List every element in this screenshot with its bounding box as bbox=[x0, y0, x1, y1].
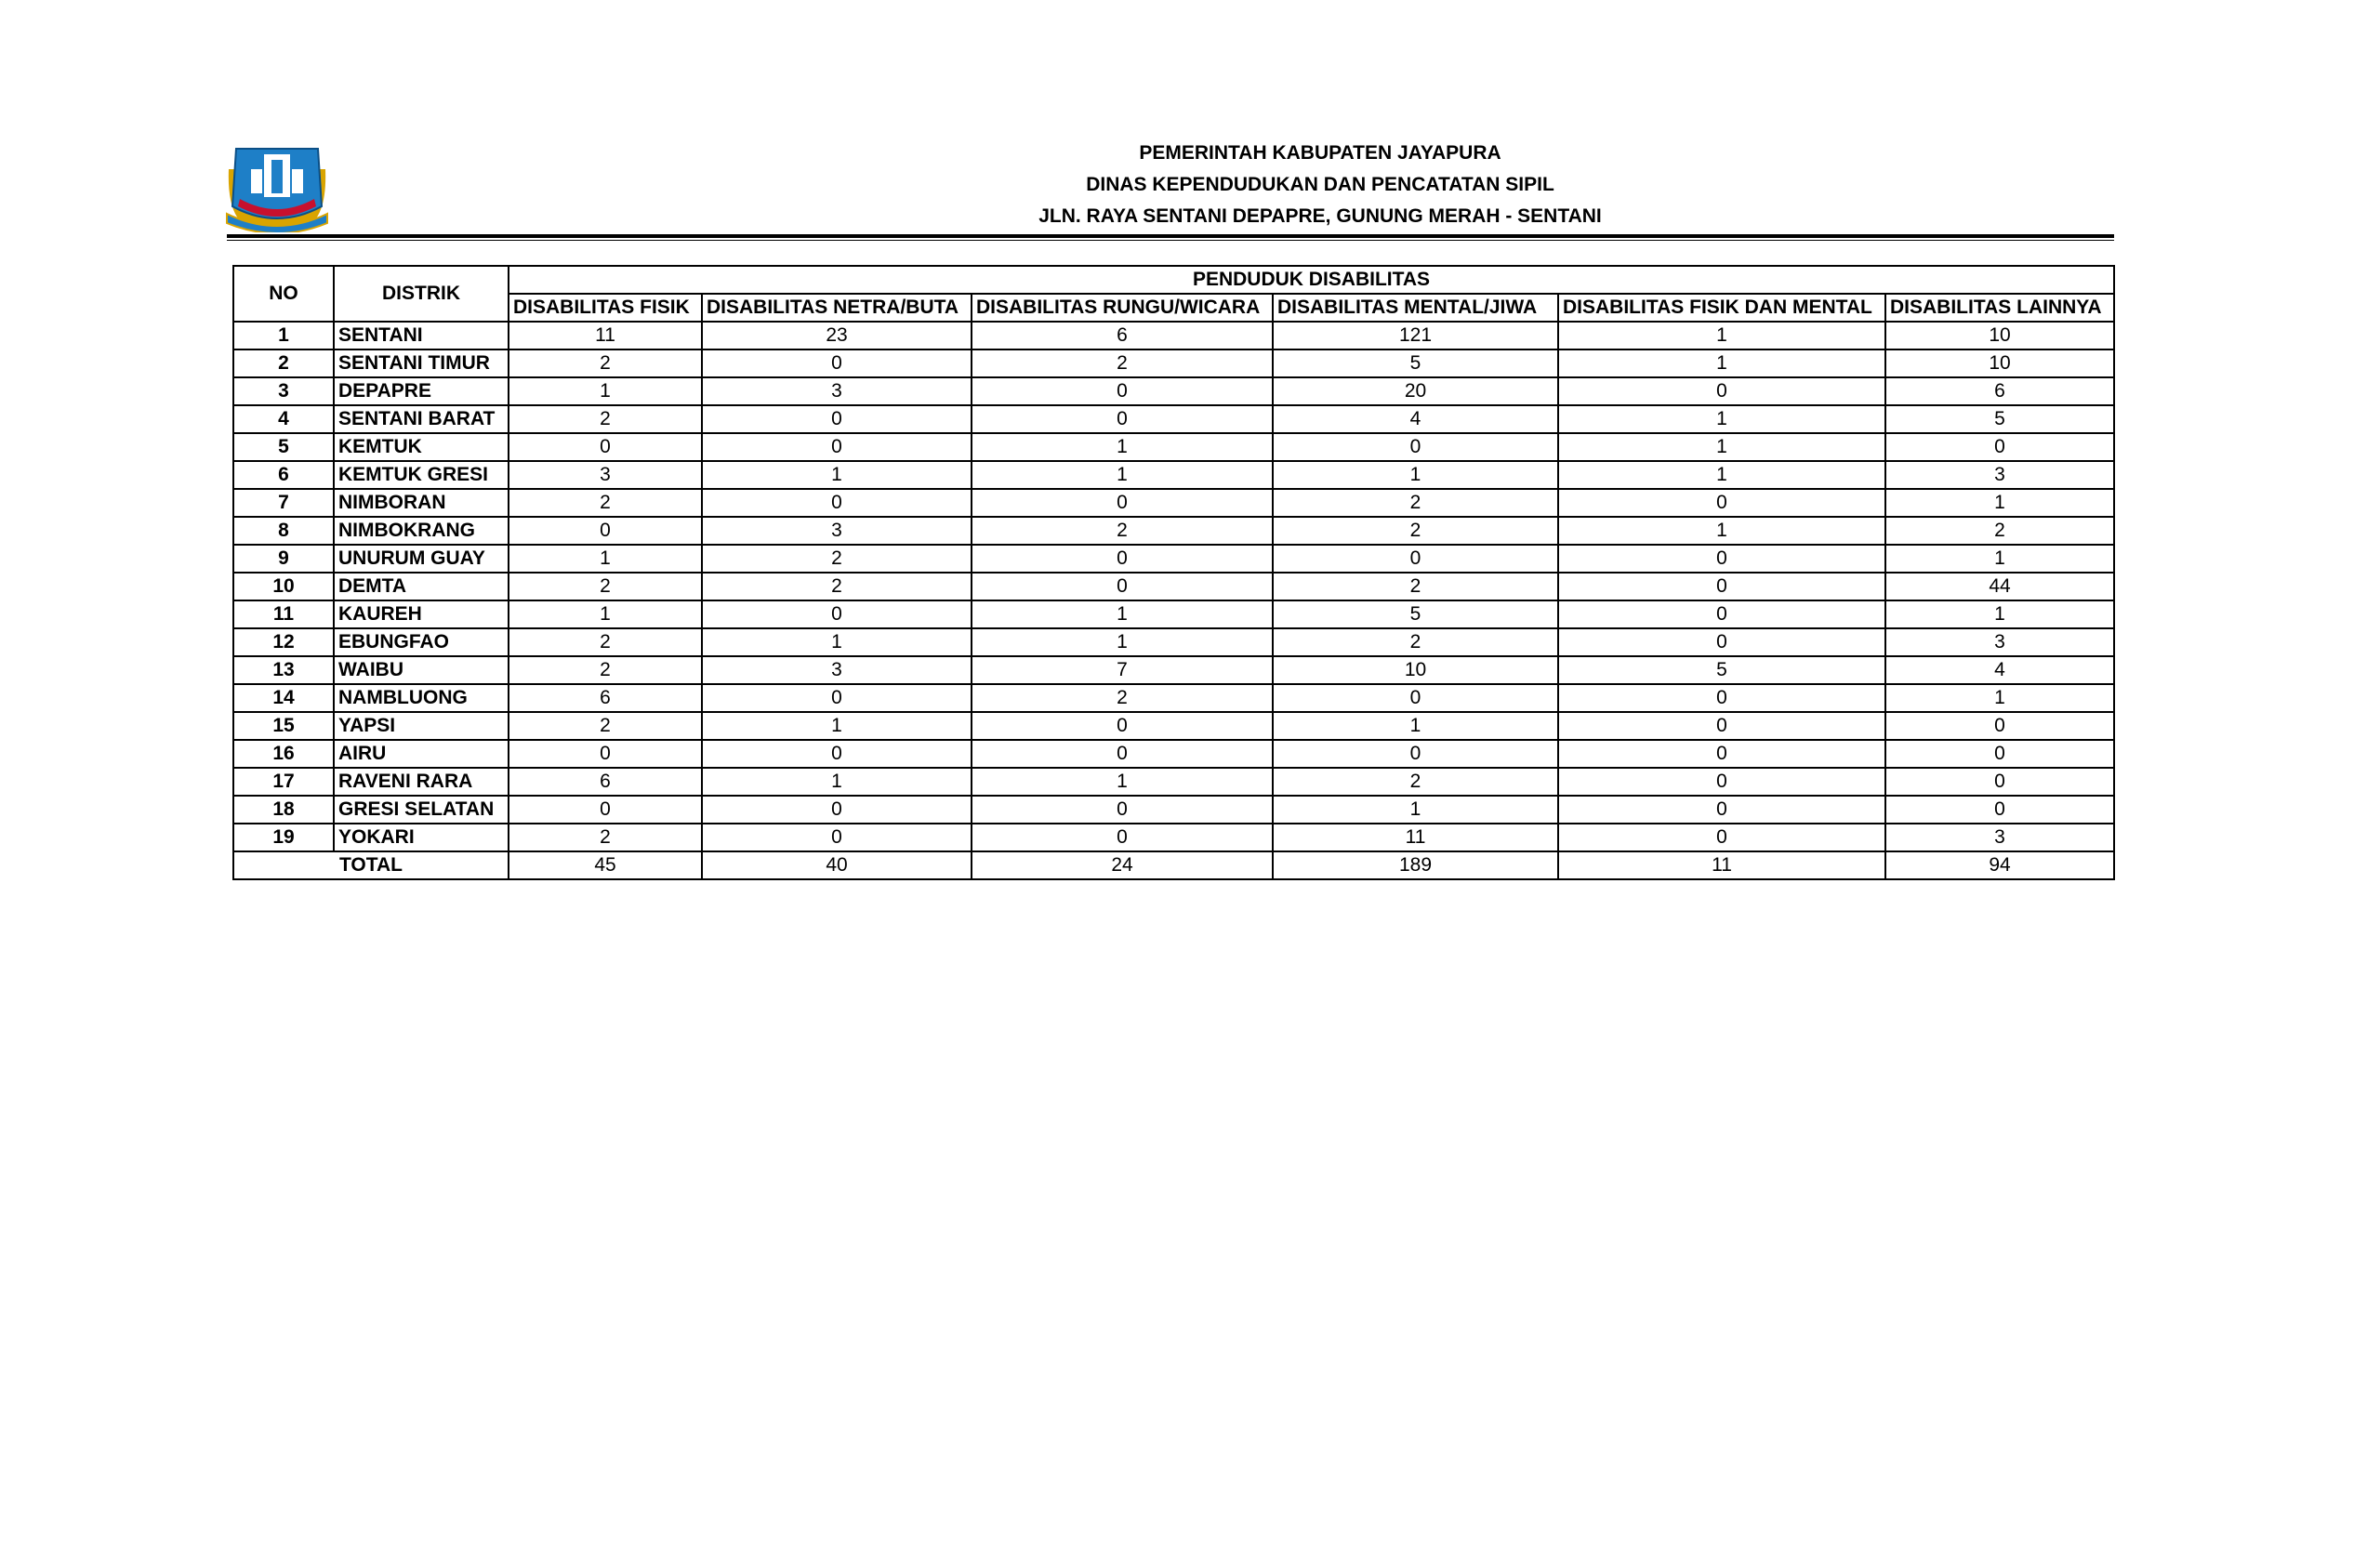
row-value: 0 bbox=[1558, 768, 1885, 796]
row-distrik: KAUREH bbox=[334, 600, 509, 628]
row-value: 0 bbox=[1558, 712, 1885, 740]
row-value: 1 bbox=[1885, 489, 2114, 517]
row-value: 11 bbox=[509, 322, 702, 349]
row-value: 3 bbox=[1885, 628, 2114, 656]
row-value: 1 bbox=[1273, 461, 1558, 489]
row-distrik: YAPSI bbox=[334, 712, 509, 740]
row-value: 3 bbox=[702, 377, 972, 405]
row-value: 3 bbox=[1885, 461, 2114, 489]
row-no: 11 bbox=[233, 600, 334, 628]
table-row bbox=[233, 405, 2114, 433]
row-no: 2 bbox=[233, 349, 334, 377]
total-value: 11 bbox=[1558, 851, 1885, 879]
row-value: 1 bbox=[972, 768, 1273, 796]
letterhead-divider-thin bbox=[227, 240, 2114, 241]
jayapura-regency-emblem-icon bbox=[219, 141, 335, 232]
row-no: 17 bbox=[233, 768, 334, 796]
total-value: 94 bbox=[1885, 851, 2114, 879]
row-no: 3 bbox=[233, 377, 334, 405]
row-value: 0 bbox=[1885, 433, 2114, 461]
table-row bbox=[233, 712, 2114, 740]
total-value: 45 bbox=[509, 851, 702, 879]
row-value: 0 bbox=[972, 489, 1273, 517]
row-value: 2 bbox=[509, 712, 702, 740]
row-value: 1 bbox=[1558, 461, 1885, 489]
table-row bbox=[233, 628, 2114, 656]
header-distrik: DISTRIK bbox=[334, 266, 509, 322]
row-value: 0 bbox=[509, 740, 702, 768]
row-distrik: NIMBOKRANG bbox=[334, 517, 509, 545]
table-row bbox=[233, 377, 2114, 405]
row-value: 11 bbox=[1273, 824, 1558, 851]
row-value: 1 bbox=[1885, 545, 2114, 573]
row-distrik: UNURUM GUAY bbox=[334, 545, 509, 573]
row-value: 1 bbox=[1558, 349, 1885, 377]
row-value: 2 bbox=[1273, 489, 1558, 517]
row-value: 2 bbox=[702, 545, 972, 573]
letterhead-line-3: JLN. RAYA SENTANI DEPAPRE, GUNUNG MERAH - SENTANI bbox=[1038, 205, 1602, 227]
row-value: 0 bbox=[702, 433, 972, 461]
row-value: 44 bbox=[1885, 573, 2114, 600]
row-value: 2 bbox=[1885, 517, 2114, 545]
row-value: 0 bbox=[1885, 740, 2114, 768]
row-value: 0 bbox=[1558, 377, 1885, 405]
table-row bbox=[233, 573, 2114, 600]
table-row bbox=[233, 768, 2114, 796]
row-value: 5 bbox=[1558, 656, 1885, 684]
row-value: 1 bbox=[1273, 796, 1558, 824]
row-value: 10 bbox=[1273, 656, 1558, 684]
row-value: 0 bbox=[1273, 545, 1558, 573]
row-value: 2 bbox=[509, 824, 702, 851]
row-distrik: DEPAPRE bbox=[334, 377, 509, 405]
row-value: 3 bbox=[702, 517, 972, 545]
total-value: 40 bbox=[702, 851, 972, 879]
row-no: 8 bbox=[233, 517, 334, 545]
row-value: 4 bbox=[1885, 656, 2114, 684]
row-value: 0 bbox=[1885, 768, 2114, 796]
row-distrik: GRESI SELATAN bbox=[334, 796, 509, 824]
row-no: 13 bbox=[233, 656, 334, 684]
logo bbox=[219, 141, 335, 232]
row-value: 2 bbox=[972, 349, 1273, 377]
row-value: 1 bbox=[702, 712, 972, 740]
row-value: 0 bbox=[1558, 824, 1885, 851]
total-value: 189 bbox=[1273, 851, 1558, 879]
row-value: 0 bbox=[972, 796, 1273, 824]
row-distrik: EBUNGFAO bbox=[334, 628, 509, 656]
row-value: 1 bbox=[972, 628, 1273, 656]
letterhead-divider bbox=[227, 234, 2114, 238]
row-value: 7 bbox=[972, 656, 1273, 684]
row-value: 0 bbox=[972, 740, 1273, 768]
row-no: 5 bbox=[233, 433, 334, 461]
row-value: 0 bbox=[509, 517, 702, 545]
letterhead-line-1: PEMERINTAH KABUPATEN JAYAPURA bbox=[1139, 142, 1501, 164]
row-value: 2 bbox=[1273, 628, 1558, 656]
row-value: 2 bbox=[509, 489, 702, 517]
row-value: 1 bbox=[972, 461, 1273, 489]
row-value: 1 bbox=[1885, 684, 2114, 712]
row-value: 1 bbox=[702, 768, 972, 796]
row-no: 18 bbox=[233, 796, 334, 824]
row-value: 2 bbox=[972, 517, 1273, 545]
row-value: 0 bbox=[1558, 489, 1885, 517]
row-value: 1 bbox=[1558, 322, 1885, 349]
row-value: 0 bbox=[1885, 796, 2114, 824]
disability-population-table bbox=[232, 265, 2115, 880]
row-value: 0 bbox=[702, 405, 972, 433]
row-no: 10 bbox=[233, 573, 334, 600]
row-no: 16 bbox=[233, 740, 334, 768]
row-distrik: NAMBLUONG bbox=[334, 684, 509, 712]
row-value: 23 bbox=[702, 322, 972, 349]
row-distrik: DEMTA bbox=[334, 573, 509, 600]
total-row bbox=[233, 851, 2114, 879]
header-col-fisik: DISABILITAS FISIK bbox=[509, 294, 702, 322]
row-distrik: SENTANI TIMUR bbox=[334, 349, 509, 377]
table-body bbox=[233, 322, 2114, 851]
row-value: 1 bbox=[1885, 600, 2114, 628]
row-distrik: RAVENI RARA bbox=[334, 768, 509, 796]
row-value: 0 bbox=[1885, 712, 2114, 740]
row-no: 6 bbox=[233, 461, 334, 489]
row-no: 9 bbox=[233, 545, 334, 573]
header-group: PENDUDUK DISABILITAS bbox=[509, 266, 2114, 294]
table-row bbox=[233, 684, 2114, 712]
header-row bbox=[233, 266, 2114, 294]
row-value: 0 bbox=[1558, 545, 1885, 573]
row-value: 2 bbox=[1273, 768, 1558, 796]
row-value: 1 bbox=[509, 545, 702, 573]
row-value: 0 bbox=[1558, 796, 1885, 824]
row-value: 10 bbox=[1885, 349, 2114, 377]
table-row bbox=[233, 600, 2114, 628]
row-value: 6 bbox=[509, 768, 702, 796]
row-value: 0 bbox=[1273, 433, 1558, 461]
row-value: 1 bbox=[509, 377, 702, 405]
table-row bbox=[233, 517, 2114, 545]
row-no: 15 bbox=[233, 712, 334, 740]
row-value: 2 bbox=[509, 405, 702, 433]
row-distrik: SENTANI bbox=[334, 322, 509, 349]
row-value: 0 bbox=[702, 684, 972, 712]
row-value: 2 bbox=[1273, 517, 1558, 545]
row-no: 14 bbox=[233, 684, 334, 712]
row-distrik: KEMTUK bbox=[334, 433, 509, 461]
row-value: 1 bbox=[1558, 517, 1885, 545]
row-value: 0 bbox=[702, 796, 972, 824]
table-row bbox=[233, 740, 2114, 768]
row-value: 5 bbox=[1273, 600, 1558, 628]
row-value: 1 bbox=[1558, 405, 1885, 433]
row-value: 0 bbox=[1558, 684, 1885, 712]
row-value: 0 bbox=[509, 796, 702, 824]
row-value: 2 bbox=[509, 628, 702, 656]
row-value: 0 bbox=[1273, 740, 1558, 768]
row-no: 4 bbox=[233, 405, 334, 433]
header-col-fisik-mental: DISABILITAS FISIK DAN MENTAL bbox=[1558, 294, 1885, 322]
table-row bbox=[233, 489, 2114, 517]
row-value: 1 bbox=[702, 461, 972, 489]
table-row bbox=[233, 656, 2114, 684]
row-distrik: KEMTUK GRESI bbox=[334, 461, 509, 489]
row-distrik: WAIBU bbox=[334, 656, 509, 684]
table-row bbox=[233, 545, 2114, 573]
header-col-rungu: DISABILITAS RUNGU/WICARA bbox=[972, 294, 1273, 322]
row-value: 6 bbox=[509, 684, 702, 712]
table-row bbox=[233, 461, 2114, 489]
row-value: 2 bbox=[509, 573, 702, 600]
row-distrik: NIMBORAN bbox=[334, 489, 509, 517]
header-no: NO bbox=[233, 266, 334, 322]
row-value: 1 bbox=[1558, 433, 1885, 461]
header-col-mental: DISABILITAS MENTAL/JIWA bbox=[1273, 294, 1558, 322]
row-value: 0 bbox=[702, 349, 972, 377]
row-value: 3 bbox=[1885, 824, 2114, 851]
row-value: 20 bbox=[1273, 377, 1558, 405]
row-value: 0 bbox=[972, 405, 1273, 433]
total-label: TOTAL bbox=[233, 851, 509, 879]
table-row bbox=[233, 796, 2114, 824]
row-value: 0 bbox=[972, 824, 1273, 851]
row-value: 0 bbox=[972, 712, 1273, 740]
header-col-netra: DISABILITAS NETRA/BUTA bbox=[702, 294, 972, 322]
header-subrow bbox=[233, 294, 2114, 322]
table-row bbox=[233, 349, 2114, 377]
row-value: 0 bbox=[1558, 740, 1885, 768]
row-value: 0 bbox=[509, 433, 702, 461]
row-value: 5 bbox=[1885, 405, 2114, 433]
row-value: 3 bbox=[702, 656, 972, 684]
row-value: 5 bbox=[1273, 349, 1558, 377]
row-value: 6 bbox=[1885, 377, 2114, 405]
table-row bbox=[233, 433, 2114, 461]
row-value: 1 bbox=[509, 600, 702, 628]
row-value: 0 bbox=[972, 545, 1273, 573]
row-value: 10 bbox=[1885, 322, 2114, 349]
row-value: 1 bbox=[702, 628, 972, 656]
row-value: 3 bbox=[509, 461, 702, 489]
row-value: 1 bbox=[972, 433, 1273, 461]
row-value: 1 bbox=[1273, 712, 1558, 740]
row-no: 7 bbox=[233, 489, 334, 517]
header-col-lainnya: DISABILITAS LAINNYA bbox=[1885, 294, 2114, 322]
row-no: 12 bbox=[233, 628, 334, 656]
row-value: 0 bbox=[1558, 573, 1885, 600]
row-value: 2 bbox=[509, 656, 702, 684]
row-value: 2 bbox=[509, 349, 702, 377]
total-value: 24 bbox=[972, 851, 1273, 879]
row-value: 2 bbox=[702, 573, 972, 600]
row-distrik: YOKARI bbox=[334, 824, 509, 851]
row-value: 6 bbox=[972, 322, 1273, 349]
row-value: 0 bbox=[1273, 684, 1558, 712]
letterhead-line-2: DINAS KEPENDUDUKAN DAN PENCATATAN SIPIL bbox=[1086, 174, 1554, 195]
row-distrik: SENTANI BARAT bbox=[334, 405, 509, 433]
row-value: 2 bbox=[1273, 573, 1558, 600]
row-value: 0 bbox=[702, 600, 972, 628]
row-no: 1 bbox=[233, 322, 334, 349]
row-value: 0 bbox=[702, 489, 972, 517]
row-no: 19 bbox=[233, 824, 334, 851]
table-row bbox=[233, 322, 2114, 349]
table-row bbox=[233, 824, 2114, 851]
row-value: 121 bbox=[1273, 322, 1558, 349]
row-value: 2 bbox=[972, 684, 1273, 712]
row-value: 0 bbox=[702, 740, 972, 768]
row-value: 0 bbox=[702, 824, 972, 851]
row-value: 0 bbox=[1558, 628, 1885, 656]
row-value: 1 bbox=[972, 600, 1273, 628]
letterhead bbox=[521, 138, 2120, 232]
row-value: 4 bbox=[1273, 405, 1558, 433]
row-distrik: AIRU bbox=[334, 740, 509, 768]
row-value: 0 bbox=[1558, 600, 1885, 628]
row-value: 0 bbox=[972, 573, 1273, 600]
row-value: 0 bbox=[972, 377, 1273, 405]
